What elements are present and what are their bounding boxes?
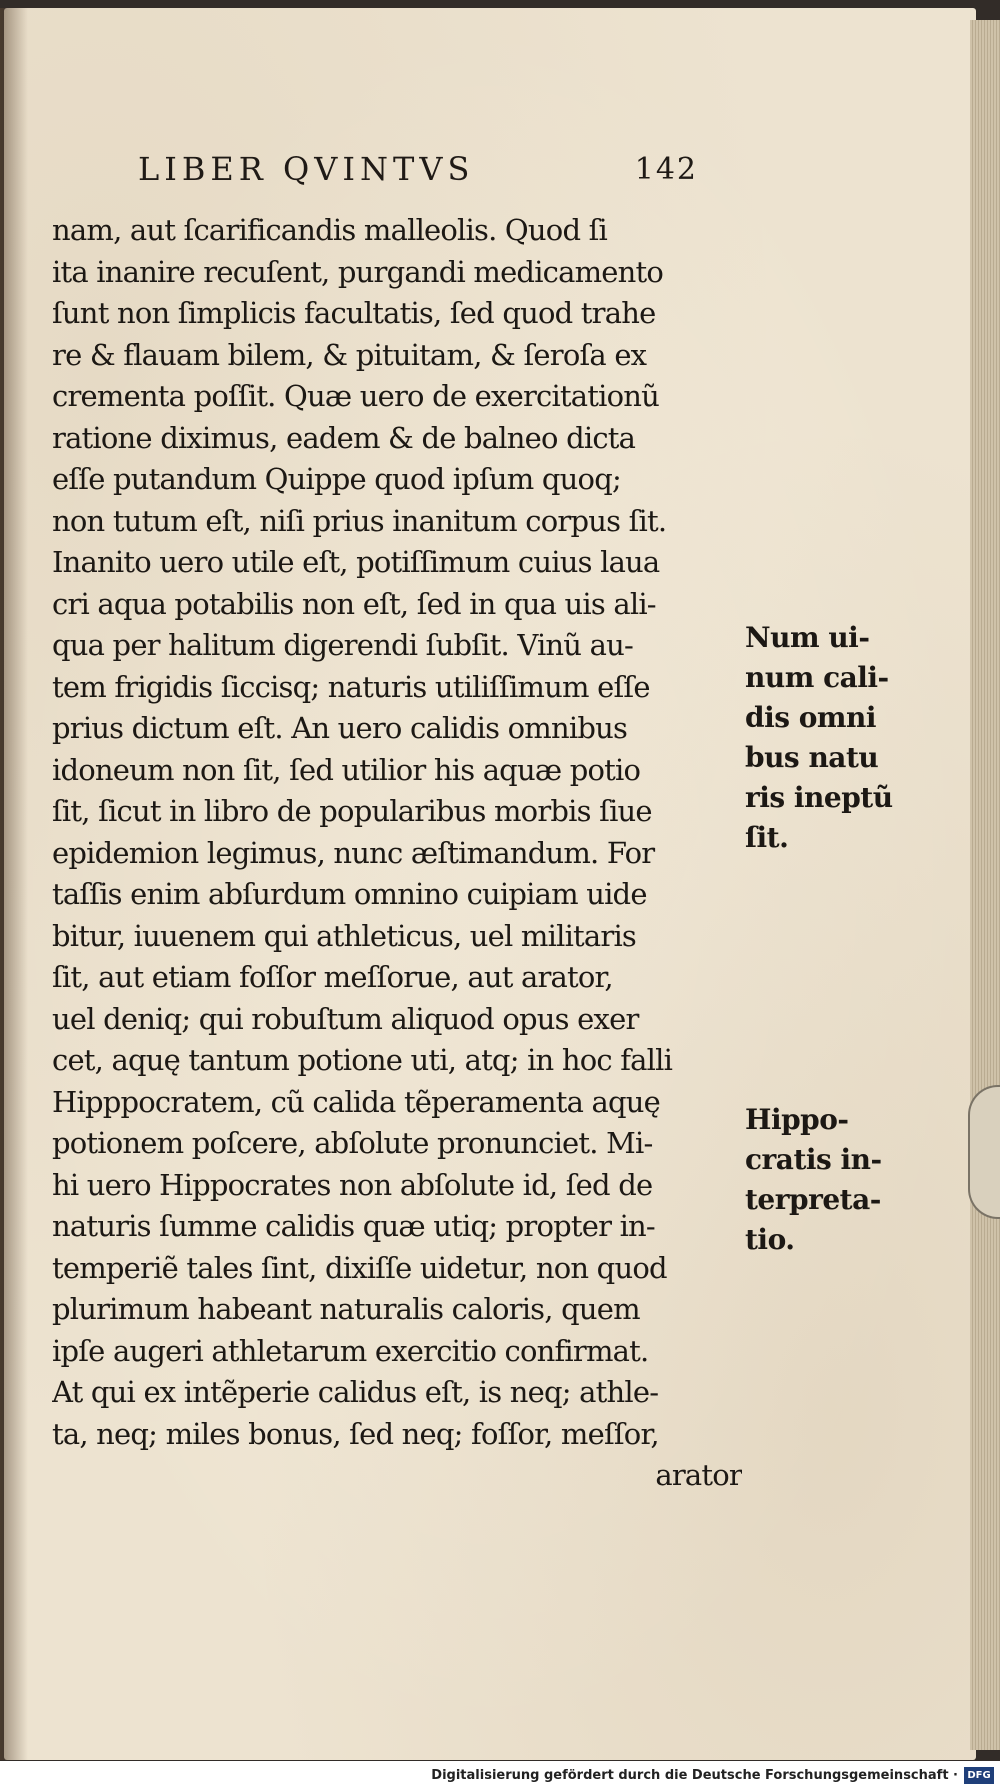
marginal-note-wine: [745, 618, 905, 858]
text-line: non tutum eſt, niſi prius inanitum corpus ſit.: [52, 503, 667, 538]
digitization-footer: [0, 1761, 1000, 1791]
marginal-note-hippocrates: [745, 1100, 905, 1260]
text-line: cri aqua potabilis non eſt, ſed in qua uis ali-: [52, 586, 656, 621]
text-line: Inanito uero utile eſt, potiſſimum cuius laua: [52, 545, 660, 579]
text-line: plurimum habeant naturalis caloris, quem: [52, 1292, 640, 1326]
running-head: LIBER QVINTVS: [138, 150, 475, 188]
marginal-note-line: num cali-: [745, 661, 889, 694]
text-line: prius dictum eſt. An uero calidis omnibus: [52, 711, 628, 745]
text-line: re & flauam bilem, & pituitam, & ſeroſa ex: [52, 337, 647, 372]
text-line: naturis ſumme calidis quæ utiq; propter in-: [52, 1209, 655, 1243]
folio-number: 142: [634, 152, 698, 187]
text-line: bitur, iuuenem qui athleticus, uel militaris: [52, 918, 637, 953]
catchword: arator: [655, 1458, 742, 1492]
marginal-note-line: Num ui-: [745, 621, 870, 654]
text-line: ipſe augeri athletarum exercitio confirmat.: [52, 1333, 649, 1368]
text-line: ratione diximus, eadem & de balneo dicta: [52, 420, 636, 455]
page-header: [138, 150, 698, 196]
text-line: epidemion legimus, nunc æſtimandum. For: [52, 835, 655, 870]
marginal-note-line: tio.: [745, 1223, 795, 1256]
text-line: qua per halitum digerendi ſubſit. Vinũ au-: [52, 628, 633, 662]
marginal-note-line: Hippo-: [745, 1103, 849, 1136]
text-line: idoneum non ſit, ſed utilior his aquæ potio: [52, 752, 641, 787]
marginal-note-line: bus natu: [745, 741, 879, 774]
page-edges: [970, 20, 1000, 1750]
marginal-note-line: dis omni: [745, 701, 877, 734]
marginal-note-line: cratis in-: [745, 1143, 882, 1176]
body-text: [52, 210, 742, 1497]
text-line: ita inanire recuſent, purgandi medicamento: [52, 254, 664, 289]
text-line: potionem poſcere, abſolute pronunciet. Mi-: [52, 1126, 653, 1160]
text-line: ſit, aut etiam foſſor meſſorue, aut arator,: [52, 960, 613, 994]
text-line: ſit, ſicut in libro de popularibus morbis ſiue: [52, 794, 652, 828]
marginal-note-line: terpreta-: [745, 1183, 881, 1216]
marginal-note-line: ſit.: [745, 821, 789, 854]
text-line: ſunt non ſimplicis facultatis, ſed quod trahe: [52, 296, 656, 330]
text-line: hi uero Hippocrates non abſolute id, ſed de: [52, 1167, 653, 1202]
dfg-logo-icon: DFG: [964, 1767, 994, 1784]
text-line: crementa poſſit. Quæ uero de exercitationũ: [52, 379, 660, 413]
text-line: eſſe putandum Quippe quod ipſum quoq;: [52, 462, 621, 496]
text-line: At qui ex intẽperie calidus eſt, is neq; athle-: [52, 1375, 659, 1409]
footer-credit: Digitalisierung gefördert durch die Deutsche Forschungsgemeinschaft ·: [431, 1768, 958, 1783]
text-line: cet, aquę tantum potione uti, atq; in hoc falli: [52, 1043, 673, 1077]
text-line: temperiẽ tales ſint, dixiſſe uidetur, non quod: [52, 1250, 667, 1285]
text-line: tem frigidis ſiccisq; naturis utiliſſimum eſſe: [52, 669, 650, 704]
page-gutter-shadow: [0, 8, 28, 1760]
text-line: Hipppocratem, cũ calida tẽperamenta aquę: [52, 1084, 661, 1119]
text-line: uel deniq; qui robuſtum aliquod opus exer: [52, 1001, 639, 1036]
text-line: nam, aut ſcarificandis malleolis. Quod ſi: [52, 213, 608, 247]
text-line: taſſis enim abſurdum omnino cuipiam uide: [52, 877, 647, 911]
marginal-note-line: ris ineptũ: [745, 781, 893, 814]
text-line: ta, neq; miles bonus, ſed neq; foſſor, meſſor,: [52, 1416, 659, 1451]
page-tab: [968, 1085, 1000, 1219]
